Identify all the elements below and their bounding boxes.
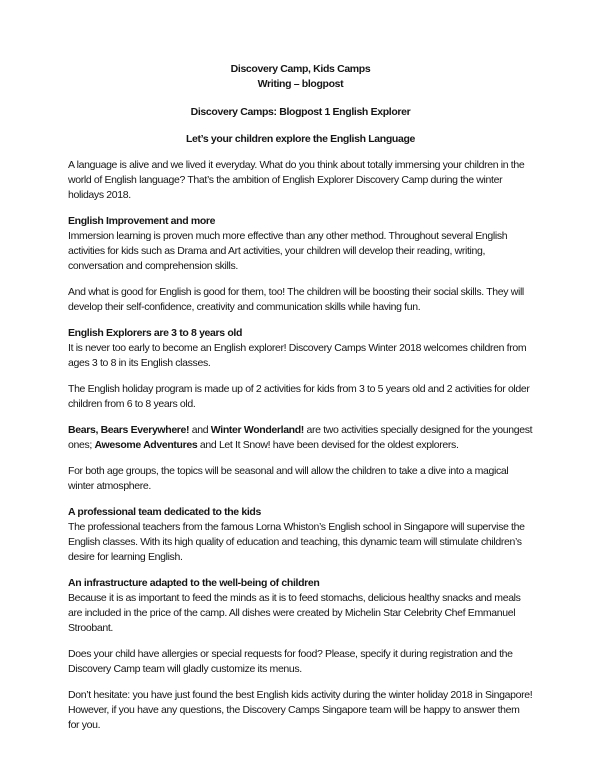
document-header	[68, 62, 533, 92]
bold-text-run: Bears, Bears Everywhere!	[68, 424, 190, 436]
paragraph	[68, 423, 533, 453]
text-run: Don’t hesitate: you have just found the best English kids activity during the winter holiday 2018 in Singapore! However, if you have any questions, the Discovery Camps Singapore team will be happy to answer them for you.	[68, 689, 533, 731]
paragraph	[68, 464, 533, 494]
paragraph	[68, 341, 533, 371]
bold-text-run: A professional team dedicated to the kids	[68, 506, 261, 518]
bold-text-run: Awesome Adventures	[94, 439, 198, 451]
header-line-1: Discovery Camp, Kids Camps	[230, 63, 371, 75]
text-run: It is never too early to become an English explorer! Discovery Camps Winter 2018 welcomes children from ages 3 to 8 in its English classes.	[68, 342, 527, 369]
text-run: And what is good for English is good for them, too! The children will be boosting their social skills. They will develop their self-confidence, creativity and communication skills while having fun.	[68, 286, 524, 313]
section-heading	[68, 576, 533, 591]
text-run: Does your child have allergies or special requests for food? Please, specify it during registration and the Discovery Camp team will gladly customize its menus.	[68, 648, 513, 675]
bold-text-run: Winter Wonderland!	[210, 424, 304, 436]
paragraph	[68, 229, 533, 274]
paragraph	[68, 688, 533, 733]
bold-text-run: English Explorers are 3 to 8 years old	[68, 327, 243, 339]
paragraph	[68, 647, 533, 677]
paragraph	[68, 285, 533, 315]
section-heading	[68, 505, 533, 520]
text-run: Because it is as important to feed the minds as it is to feed stomachs, delicious healthy snacks and meals are included in the price of the camp. All dishes were created by Michelin Star Celebrity Chef Emmanuel Stroobant.	[68, 592, 521, 634]
text-run: A language is alive and we lived it everyday. What do you think about totally immersing your children in the world of English language? That’s the ambition of English Explorer Discovery Camp during the winter holidays 2018.	[68, 159, 525, 201]
paragraph	[68, 158, 533, 203]
paragraph	[68, 382, 533, 412]
document-title: Discovery Camps: Blogpost 1 English Explorer	[190, 106, 411, 118]
text-run: The English holiday program is made up of 2 activities for kids from 3 to 5 years old and 2 activities for older children from 6 to 8 years old.	[68, 383, 530, 410]
text-run: The professional teachers from the famous Lorna Whiston’s English school in Singapore will supervise the English classes. With its high quality of education and teaching, this dynamic team will stimulate children’s desire for learning English.	[68, 521, 525, 563]
bold-text-run: English Improvement and more	[68, 215, 216, 227]
document-body	[68, 158, 533, 733]
text-run: are two activities specially designed for the youngest ones;	[68, 424, 533, 451]
text-run: and Let It Snow! have been devised for the oldest explorers.	[197, 439, 459, 451]
paragraph	[68, 520, 533, 565]
section-heading	[68, 326, 533, 341]
header-line-2: Writing – blogpost	[257, 78, 344, 90]
paragraph	[68, 591, 533, 636]
text-run: and	[189, 424, 211, 436]
section-heading	[68, 214, 533, 229]
document-subtitle: Let’s your children explore the English Language	[185, 133, 416, 145]
text-run: For both age groups, the topics will be seasonal and will allow the children to take a dive into a magical winter atmosphere.	[68, 465, 509, 492]
bold-text-run: An infrastructure adapted to the well-being of children	[68, 577, 320, 589]
text-run: Immersion learning is proven much more effective than any other method. Throughout several English activities for kids such as Drama and Art activities, your children will develop their reading, writing, conversation and comprehension skills.	[68, 230, 508, 272]
